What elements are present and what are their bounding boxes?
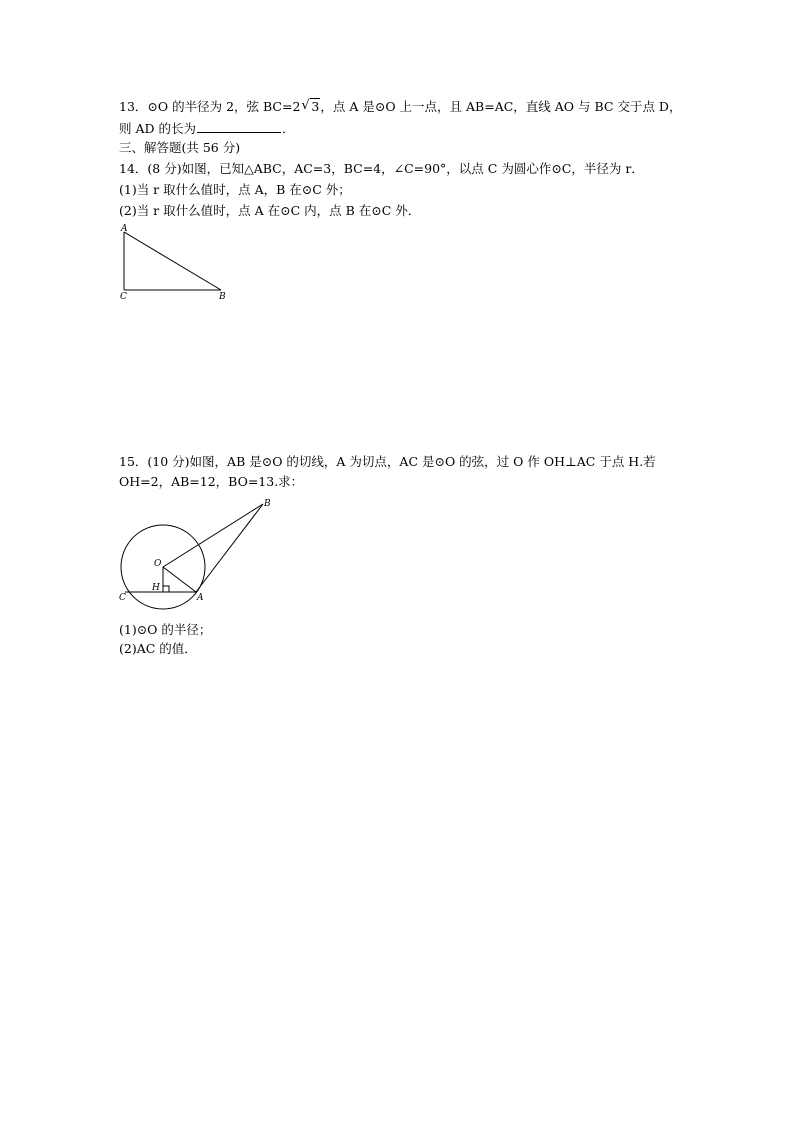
right-angle-mark [163,586,169,592]
segment-ob [163,504,263,567]
q14-sub1: (1)当 r 取什么值时，点 A，B 在⊙C 外； [119,182,351,197]
q15-circle-figure [115,494,280,606]
q15-sub1: (1)⊙O 的半径； [119,622,212,637]
label-b: B [264,499,271,509]
q13-answer-prefix: 则 AD 的长为 [119,121,196,136]
label-c: C [120,292,127,302]
q15-sub2: (2)AC 的值． [119,641,197,656]
tangent-ab [196,504,263,592]
label-c: C [119,593,126,603]
q15-stem-line2: OH=2，AB=12，BO=13.求： [119,474,304,489]
segment-oa [163,567,196,592]
label-b: B [219,292,226,302]
sqrt-symbol: √ 3 [301,98,320,114]
label-o: O [154,559,162,569]
q13-text-part2: ，点 A 是⊙O 上一点，且 AB=AC，直线 AO 与 BC 交于点 D， [320,99,682,114]
q14-sub2: (2)当 r 取什么值时，点 A 在⊙C 内，点 B 在⊙C 外． [119,203,421,218]
q13-text-part1: 13．⊙O 的半径为 2，弦 BC=2 [119,99,301,114]
label-a: A [121,224,128,234]
q15-stem-line1: 15．(10 分)如图，AB 是⊙O 的切线，A 为切点，AC 是⊙O 的弦，过 O 作 OH⊥AC 于点 H.若 [119,454,656,469]
sqrt-radicand: 3 [311,99,320,114]
section-title: 三、解答题(共 56 分) [119,140,241,155]
label-h: H [152,583,160,593]
q13-line1 [119,99,681,115]
q14-stem: 14．(8 分)如图，已知△ABC，AC=3，BC=4，∠C=90°，以点 C 为圆心作⊙C，半径为 r． [119,161,644,176]
label-a: A [197,593,204,603]
q13-answer-suffix: ． [282,121,295,136]
q14-triangle-figure [115,222,235,304]
q13-answer-blank[interactable] [197,119,281,133]
q13-line2 [119,119,295,137]
side-ab [124,232,221,290]
